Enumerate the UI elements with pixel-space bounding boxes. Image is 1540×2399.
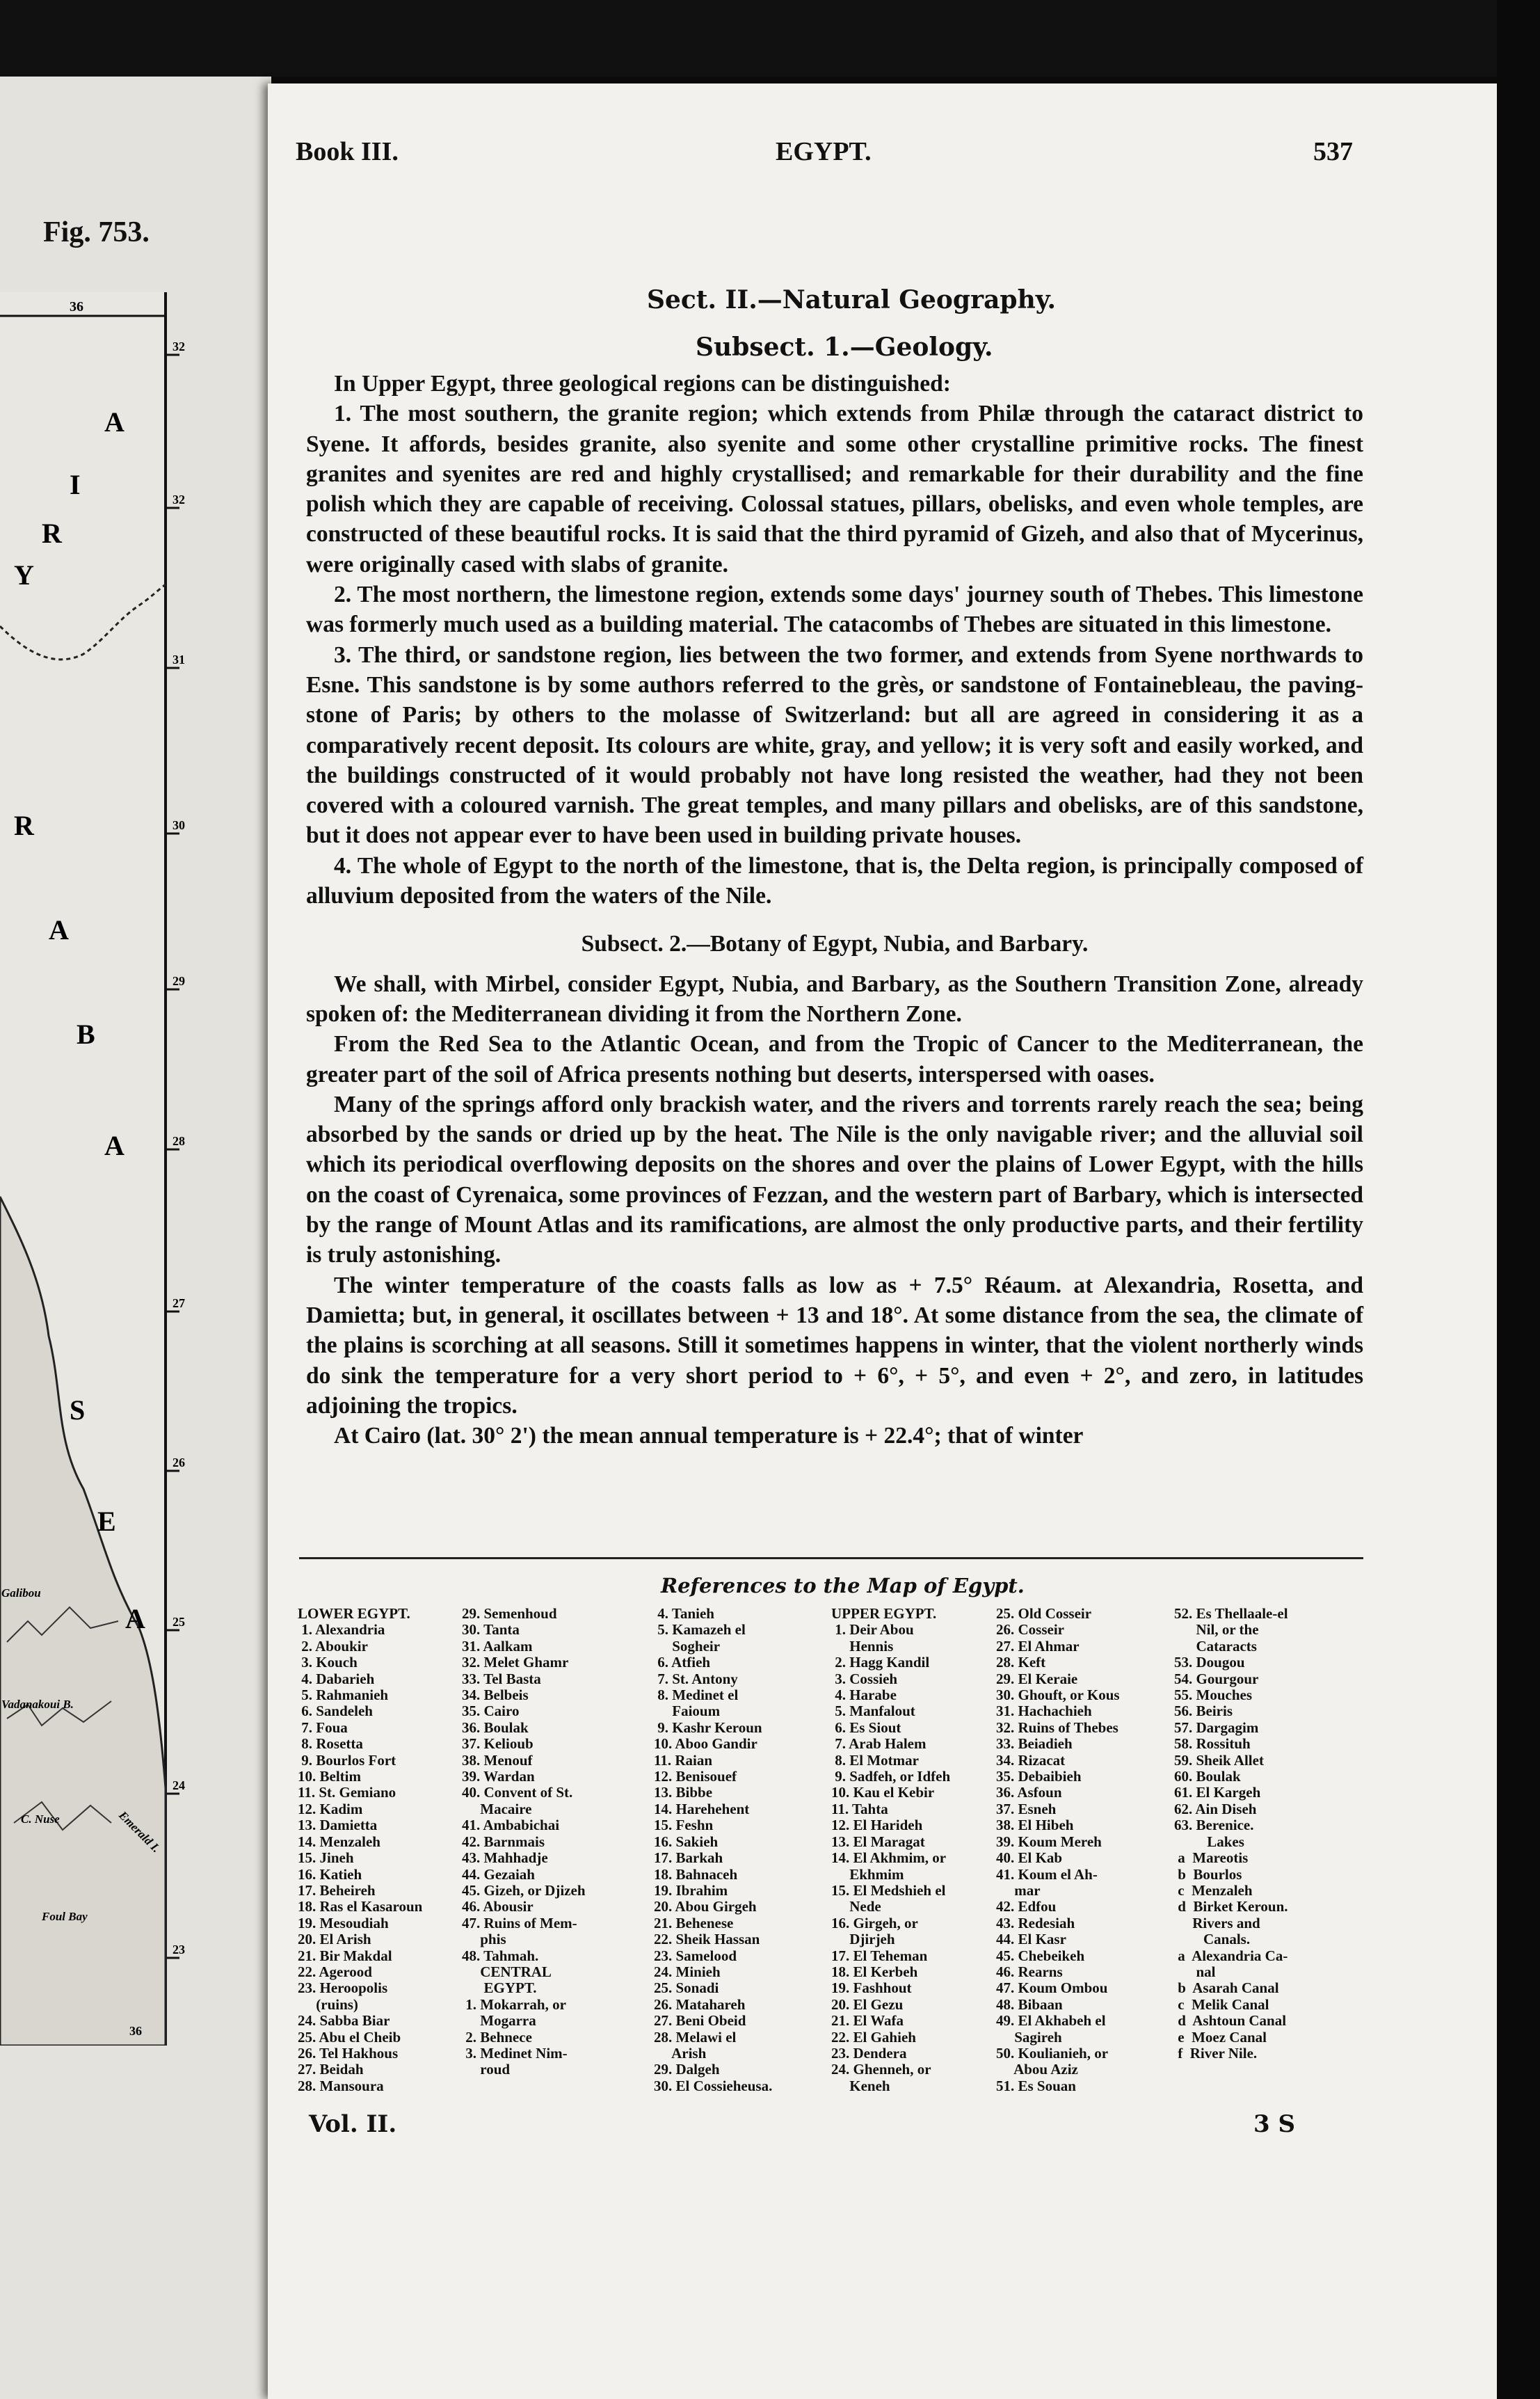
map-letter: R — [42, 518, 62, 549]
references-column — [1174, 1606, 1288, 2062]
reference-entry: 1. Alexandria — [298, 1621, 385, 1639]
reference-entry: 37. Esneh — [996, 1800, 1057, 1817]
reference-entry: 20. El Arish — [298, 1931, 371, 1948]
reference-entry: 17. Barkah — [654, 1849, 723, 1867]
scan-background-top — [0, 0, 1540, 77]
reference-entry: UPPER EGYPT. — [831, 1605, 937, 1622]
reference-entry: Ekhmim — [831, 1865, 904, 1883]
reference-entry: f River Nile. — [1174, 2044, 1258, 2062]
reference-entry: 1. Deir Abou — [831, 1621, 914, 1639]
reference-entry: 4. Dabarieh — [298, 1670, 375, 1687]
reference-entry: nal — [1174, 1963, 1216, 1980]
reference-entry: 24. Sabba Biar — [298, 2012, 390, 2030]
reference-entry: 16. Girgeh, or — [831, 1914, 918, 1931]
reference-entry: 12. Benisouef — [654, 1768, 737, 1785]
map-tick-label: 31 — [173, 653, 185, 667]
references-column — [462, 1606, 586, 2078]
reference-entry: 2. Hagg Kandil — [831, 1654, 930, 1671]
reference-entry: 47. Koum Ombou — [996, 1979, 1108, 1997]
reference-entry: 47. Ruins of Mem- — [462, 1914, 577, 1931]
reference-entry: 9. Bourlos Fort — [298, 1751, 396, 1769]
reference-entry: 42. Edfou — [996, 1898, 1057, 1915]
reference-entry: 48. Tahmah. — [462, 1947, 539, 1964]
map-letter: A — [104, 1130, 125, 1161]
subsection-botany-title: Subsect. 2.—Botany of Egypt, Nubia, and Barbary. — [581, 931, 1089, 957]
reference-entry: Macaire — [462, 1800, 532, 1817]
reference-entry: 24. Minieh — [654, 1963, 721, 1980]
reference-entry: 3. Medinet Nim- — [462, 2044, 568, 2062]
reference-entry: 27. Beidah — [298, 2061, 364, 2078]
reference-entry: 58. Rossituh — [1174, 1735, 1251, 1753]
reference-entry: 24. Ghenneh, or — [831, 2061, 931, 2078]
reference-entry: 57. Dargagim — [1174, 1719, 1259, 1736]
reference-entry: 23. Heroopolis — [298, 1979, 388, 1997]
references-column — [298, 1606, 422, 2094]
reference-entry: 45. Gizeh, or Djizeh — [462, 1881, 586, 1899]
map-ticks — [166, 355, 179, 1958]
map-tick-label: 29 — [173, 974, 185, 988]
reference-entry: 2. Aboukir — [298, 1637, 368, 1655]
references-title: References to the Map of Egypt. — [661, 1574, 1025, 1597]
reference-entry: a Mareotis — [1174, 1849, 1249, 1867]
reference-entry: EGYPT. — [462, 1979, 537, 1997]
scan-background-right — [1497, 0, 1540, 2399]
reference-entry: 14. Harehehent — [654, 1800, 750, 1817]
reference-entry: 52. Es Thellaale-el — [1174, 1605, 1288, 1622]
reference-entry: 43. Redesiah — [996, 1914, 1075, 1931]
reference-entry: 27. El Ahmar — [996, 1637, 1080, 1655]
paragraph: At Cairo (lat. 30° 2') the mean annual temperature is + 22.4°; that of winter — [334, 1423, 1084, 1449]
reference-entry: 34. Belbeis — [462, 1687, 529, 1704]
reference-entry: e Moez Canal — [1174, 2028, 1267, 2046]
reference-entry: 10. Beltim — [298, 1768, 361, 1785]
reference-entry: 6. Es Siout — [831, 1719, 901, 1736]
map-letter: R — [14, 810, 34, 841]
reference-entry: c Menzaleh — [1174, 1881, 1253, 1899]
paragraph: We shall, with Mirbel, consider Egypt, Nubia, and Barbary, as the Southern Transition Zone, already spoken of: the Mediterranean dividing it from the Northern Zone. — [306, 971, 1363, 1027]
reference-entry: 27. Beni Obeid — [654, 2012, 746, 2030]
reference-entry: Mogarra — [462, 2012, 536, 2030]
map-tick-label: 30 — [173, 818, 185, 832]
paragraph: 2. The most northern, the limestone region, extends some days' journey south of Thebes. This limestone was formerly much used as a building material. The catacombs of Thebes are situated in this limestone. — [306, 582, 1363, 638]
reference-entry: 30. El Cossieheusa. — [654, 2077, 773, 2094]
reference-entry: 41. Ambabichai — [462, 1817, 560, 1834]
map-letter: E — [97, 1506, 116, 1537]
reference-entry: 8. El Motmar — [831, 1751, 919, 1769]
reference-entry: 61. El Kargeh — [1174, 1784, 1261, 1801]
reference-entry: 30. Ghouft, or Kous — [996, 1687, 1120, 1704]
reference-entry: a Alexandria Ca- — [1174, 1947, 1288, 1964]
reference-entry: 6. Atfieh — [654, 1654, 711, 1671]
reference-entry: b Asarah Canal — [1174, 1979, 1279, 1997]
reference-entry: 20. El Gezu — [831, 1995, 904, 2013]
reference-entry: 51. Es Souan — [996, 2077, 1076, 2094]
reference-entry: 44. El Kasr — [996, 1931, 1066, 1948]
reference-entry: 10. Kau el Kebir — [831, 1784, 935, 1801]
reference-entry: 23. Samelood — [654, 1947, 737, 1964]
map-place: Foul Bay — [42, 1910, 88, 1923]
reference-entry: 29. Semenhoud — [462, 1605, 557, 1622]
reference-entry: 26. Matahareh — [654, 1995, 746, 2013]
reference-entry: 55. Mouches — [1174, 1687, 1252, 1704]
reference-entry: Djirjeh — [831, 1931, 895, 1948]
reference-entry: 39. Koum Mereh — [996, 1833, 1102, 1850]
reference-entry: 19. Fashhout — [831, 1979, 912, 1997]
reference-entry: 39. Wardan — [462, 1768, 535, 1785]
reference-entry: 40. El Kab — [996, 1849, 1063, 1867]
reference-entry: 2. Behnece — [462, 2028, 532, 2046]
reference-entry: 28. Mansoura — [298, 2077, 384, 2094]
reference-entry: 32. Ruins of Thebes — [996, 1719, 1118, 1736]
reference-entry: 28. Keft — [996, 1654, 1046, 1671]
reference-entry: 8. Medinet el — [654, 1687, 739, 1704]
reference-entry: 63. Berenice. — [1174, 1817, 1254, 1834]
reference-entry: phis — [462, 1931, 506, 1948]
reference-entry: d Ashtoun Canal — [1174, 2012, 1287, 2030]
reference-entry: 13. Damietta — [298, 1817, 378, 1834]
reference-entry: (ruins) — [298, 1995, 358, 2013]
reference-entry: 22. El Gahieh — [831, 2028, 916, 2046]
reference-entry: CENTRAL — [462, 1963, 552, 1980]
reference-entry: b Bourlos — [1174, 1865, 1242, 1883]
map-place: Vadanakoui B. — [1, 1698, 74, 1711]
reference-entry: 33. Beiadieh — [996, 1735, 1073, 1753]
reference-entry: Lakes — [1174, 1833, 1244, 1850]
reference-entry: 12. El Harideh — [831, 1817, 923, 1834]
reference-entry: 48. Bibaan — [996, 1995, 1063, 2013]
reference-entry: Rivers and — [1174, 1914, 1260, 1931]
paragraph: In Upper Egypt, three geological regions can be distinguished: — [334, 371, 951, 397]
reference-entry: 15. Jineh — [298, 1849, 354, 1867]
reference-entry: 46. Rearns — [996, 1963, 1063, 1980]
reference-entry: Nil, or the — [1174, 1621, 1259, 1639]
reference-entry: 25. Abu el Cheib — [298, 2028, 401, 2046]
reference-entry: 43. Mahhadje — [462, 1849, 548, 1867]
reference-entry: 4. Harabe — [831, 1687, 897, 1704]
reference-entry: 44. Gezaiah — [462, 1865, 535, 1883]
reference-entry: 21. El Wafa — [831, 2012, 904, 2030]
reference-entry: 41. Koum el Ah- — [996, 1865, 1098, 1883]
book-label: Book III. — [296, 137, 399, 166]
reference-entry: 34. Rizacat — [996, 1751, 1066, 1769]
reference-entry: 30. Tanta — [462, 1621, 520, 1639]
reference-entry: 25. Old Cosseir — [996, 1605, 1092, 1622]
reference-entry: 19. Ibrahim — [654, 1881, 728, 1899]
reference-entry: 40. Convent of St. — [462, 1784, 573, 1801]
reference-entry: 5. Manfalout — [831, 1703, 915, 1720]
reference-entry: 22. Sheik Hassan — [654, 1931, 760, 1948]
reference-entry: 38. El Hibeh — [996, 1817, 1074, 1834]
reference-entry: d Birket Keroun. — [1174, 1898, 1288, 1915]
reference-entry: 11. St. Gemiano — [298, 1784, 396, 1801]
reference-entry: Hennis — [831, 1637, 894, 1655]
reference-entry: 32. Melet Ghamr — [462, 1654, 569, 1671]
reference-entry: Sogheir — [654, 1637, 721, 1655]
reference-entry: Abou Aziz — [996, 2061, 1078, 2078]
reference-entry: 33. Tel Basta — [462, 1670, 541, 1687]
map-place: Galibou — [1, 1586, 41, 1600]
reference-entry: 20. Abou Girgeh — [654, 1898, 757, 1915]
reference-entry: 14. El Akhmim, or — [831, 1849, 947, 1867]
reference-entry: 42. Barnmais — [462, 1833, 545, 1850]
reference-entry: 13. El Maragat — [831, 1833, 925, 1850]
references-column — [996, 1606, 1120, 2094]
reference-entry: 28. Melawi el — [654, 2028, 737, 2046]
reference-entry: 13. Bibbe — [654, 1784, 713, 1801]
reference-entry: 62. Ain Diseh — [1174, 1800, 1257, 1817]
divider-rule — [299, 1557, 1363, 1559]
reference-entry: 56. Beiris — [1174, 1703, 1233, 1720]
paragraph: 4. The whole of Egypt to the north of the limestone, that is, the Delta region, is principally composed of alluvium deposited from the waters of the Nile. — [306, 852, 1363, 909]
reference-entry: 19. Mesoudiah — [298, 1914, 389, 1931]
map-top-tick: 36 — [70, 299, 83, 314]
reference-entry: 11. Tahta — [831, 1800, 888, 1817]
map-letter: I — [70, 469, 81, 500]
reference-entry: 49. El Akhabeh el — [996, 2012, 1106, 2030]
reference-entry: 3. Cossieh — [831, 1670, 898, 1687]
reference-entry: 22. Agerood — [298, 1963, 372, 1980]
page-number: 537 — [1313, 137, 1353, 166]
reference-entry: 18. Ras el Kasaroun — [298, 1898, 423, 1915]
map-tick-label: 25 — [173, 1615, 185, 1629]
reference-entry: 18. Bahnaceh — [654, 1865, 738, 1883]
reference-entry: 8. Rosetta — [298, 1735, 363, 1753]
map-fragment — [0, 292, 257, 2046]
paragraph: From the Red Sea to the Atlantic Ocean, and from the Tropic of Cancer to the Mediterranean, the greater part of the soil of Africa presents nothing but deserts, interspersed with oases. — [306, 1031, 1363, 1087]
reference-entry: 15. Feshn — [654, 1817, 714, 1834]
reference-entry: 36. Boulak — [462, 1719, 529, 1736]
paragraph: The winter temperature of the coasts falls as low as + 7.5° Réaum. at Alexandria, Rosetta, and Damietta; but, in general, it oscillates between + 13 and 18°. At some distance from the sea, the climate of the plains is scorching at all seasons. Still it sometimes happens in winter, that the violent northerly winds do sink the temperature for a very short period to + 6°, + 5°, and even + 2°, and zero, in latitudes adjoining the tropics. — [306, 1272, 1363, 1419]
reference-entry: 36. Asfoun — [996, 1784, 1062, 1801]
reference-entry: 29. Dalgeh — [654, 2061, 720, 2078]
references-column — [831, 1606, 950, 2094]
reference-entry: 14. Menzaleh — [298, 1833, 380, 1850]
map-tick-label: 23 — [173, 1943, 185, 1956]
reference-entry: mar — [996, 1881, 1041, 1899]
section-title: Sect. II.—Natural Geography. — [647, 285, 1057, 314]
map-tick-label: 32 — [173, 493, 185, 507]
reference-entry: Arish — [654, 2044, 707, 2062]
map-tick-label: 27 — [173, 1296, 185, 1310]
map-letter: S — [70, 1394, 86, 1426]
map-tick-labels — [173, 340, 185, 1956]
reference-entry: 31. Hachachieh — [996, 1703, 1092, 1720]
page-title: EGYPT. — [776, 137, 872, 166]
reference-entry: 26. Tel Hakhous — [298, 2044, 399, 2062]
reference-entry: 12. Kadim — [298, 1800, 363, 1817]
reference-entry: 26. Cosseir — [996, 1621, 1064, 1639]
reference-entry: 16. Sakieh — [654, 1833, 719, 1850]
reference-entry: 23. Dendera — [831, 2044, 907, 2062]
map-letter: A — [49, 914, 69, 946]
reference-entry: 45. Chebeikeh — [996, 1947, 1085, 1964]
reference-entry: 35. Debaibieh — [996, 1768, 1082, 1785]
map-letter: B — [77, 1019, 95, 1050]
reference-entry: 4. Tanieh — [654, 1605, 714, 1622]
reference-entry: 59. Sheik Allet — [1174, 1751, 1264, 1769]
reference-entry: 16. Katieh — [298, 1865, 362, 1883]
subsection-geology-title: Subsect. 1.—Geology. — [696, 333, 993, 362]
reference-entry: 31. Aalkam — [462, 1637, 533, 1655]
reference-entry: Canals. — [1174, 1931, 1251, 1948]
reference-entry: 35. Cairo — [462, 1703, 520, 1720]
map-letter: Y — [14, 559, 34, 591]
reference-entry: 21. Bir Makdal — [298, 1947, 392, 1964]
reference-entry: 11. Raian — [654, 1751, 713, 1769]
reference-entry: 25. Sonadi — [654, 1979, 719, 1997]
map-place: Emerald I. — [116, 1808, 163, 1856]
map-letter: A — [104, 406, 125, 438]
reference-entry: Nede — [831, 1898, 881, 1915]
reference-entry: 17. Beheireh — [298, 1881, 376, 1899]
map-place: C. Nuse — [21, 1812, 60, 1826]
reference-entry: 17. El Teheman — [831, 1947, 928, 1964]
reference-entry: 46. Abousir — [462, 1898, 534, 1915]
reference-entry: Faioum — [654, 1703, 721, 1720]
reference-entry: c Melik Canal — [1174, 1995, 1269, 2013]
reference-entry: 3. Kouch — [298, 1654, 358, 1671]
reference-entry: roud — [462, 2061, 511, 2078]
reference-entry: 7. St. Antony — [654, 1670, 738, 1687]
paragraph: 1. The most southern, the granite region; which extends from Philæ through the cataract district to Syene. It affords, besides granite, also syenite and some other crystalline primitive rocks. The finest granites and syenites are red and highly crystallised; and remarkable for their durability and the fine polish which they are capable of receiving. Colossal statues, pillars, obelisks, and even whole temples, are constructed of these beautiful rocks. It is said that the third pyramid of Gizeh, and also that of Mycerinus, were originally cased with slabs of granite. — [306, 401, 1363, 577]
reference-entry: 7. Arab Halem — [831, 1735, 927, 1753]
reference-entry: 7. Foua — [298, 1719, 348, 1736]
paragraph: 3. The third, or sandstone region, lies between the two former, and extends from Syene northwards to Esne. This sandstone is by some authors referred to the grès, or sandstone of Fontainebleau, the paving-stone of Paris; by others to the molasse of Switzerland: but all are agreed in considering it as a comparatively recent deposit. Its colours are white, gray, and yellow; it is very soft and easily worked, and the buildings constructed of it would probably not have long resisted the weather, had they not been covered with a coloured varnish. The great temples, and many pillars and obelisks, are of this sandstone, but it does not appear ever to have been used in building private houses. — [306, 641, 1363, 849]
signature-mark: 3 S — [1253, 2110, 1296, 2138]
reference-entry: 21. Behenese — [654, 1914, 734, 1931]
reference-entry: 5. Kamazeh el — [654, 1621, 746, 1639]
reference-entry: 10. Aboo Gandir — [654, 1735, 757, 1753]
reference-entry: Sagireh — [996, 2028, 1062, 2046]
reference-entry: Keneh — [831, 2077, 890, 2094]
reference-entry: 29. El Keraie — [996, 1670, 1078, 1687]
reference-entry: LOWER EGYPT. — [298, 1605, 410, 1622]
body-text — [306, 369, 1363, 1451]
reference-entry: 38. Menouf — [462, 1751, 533, 1769]
map-tick-label: 28 — [173, 1134, 185, 1148]
reference-entry: 9. Sadfeh, or Idfeh — [831, 1768, 951, 1785]
reference-entry: 50. Koulianieh, or — [996, 2044, 1109, 2062]
map-tick-label: 24 — [173, 1778, 185, 1792]
reference-entry: 53. Dougou — [1174, 1654, 1245, 1671]
reference-entry: 60. Boulak — [1174, 1768, 1241, 1785]
reference-entry: 1. Mokarrah, or — [462, 1995, 566, 2013]
map-letter: A — [125, 1603, 145, 1634]
reference-entry: 6. Sandeleh — [298, 1703, 373, 1720]
reference-entry: 5. Rahmanieh — [298, 1687, 389, 1704]
references-column — [654, 1606, 772, 2094]
reference-entry: 54. Gourgour — [1174, 1670, 1259, 1687]
reference-entry: 37. Kelioub — [462, 1735, 534, 1753]
figure-label: Fig. 753. — [43, 216, 150, 248]
map-tick-label: 32 — [173, 340, 185, 353]
reference-entry: Cataracts — [1174, 1637, 1257, 1655]
reference-entry: 18. El Kerbeh — [831, 1963, 918, 1980]
map-tick-label: 26 — [173, 1456, 185, 1469]
reference-entry: 15. El Medshieh el — [831, 1881, 946, 1899]
volume-label: Vol. II. — [309, 2110, 397, 2138]
paragraph: Many of the springs afford only brackish water, and the rivers and torrents rarely reach the sea; being absorbed by the sands or dried up by the heat. The Nile is the only navigable river; and the alluvial soil which its periodical overflowing deposits on the shores and over the plains of Lower Egypt, with the hills on the coast of Cyrenaica, some provinces of Fezzan, and the western part of Barbary, which is intersected by the range of Mount Atlas and its ramifications, are almost the only productive parts, and their fertility is truly astonishing. — [306, 1091, 1363, 1268]
map-bottom-tick: 36 — [129, 2024, 142, 2038]
reference-entry: 9. Kashr Keroun — [654, 1719, 762, 1736]
